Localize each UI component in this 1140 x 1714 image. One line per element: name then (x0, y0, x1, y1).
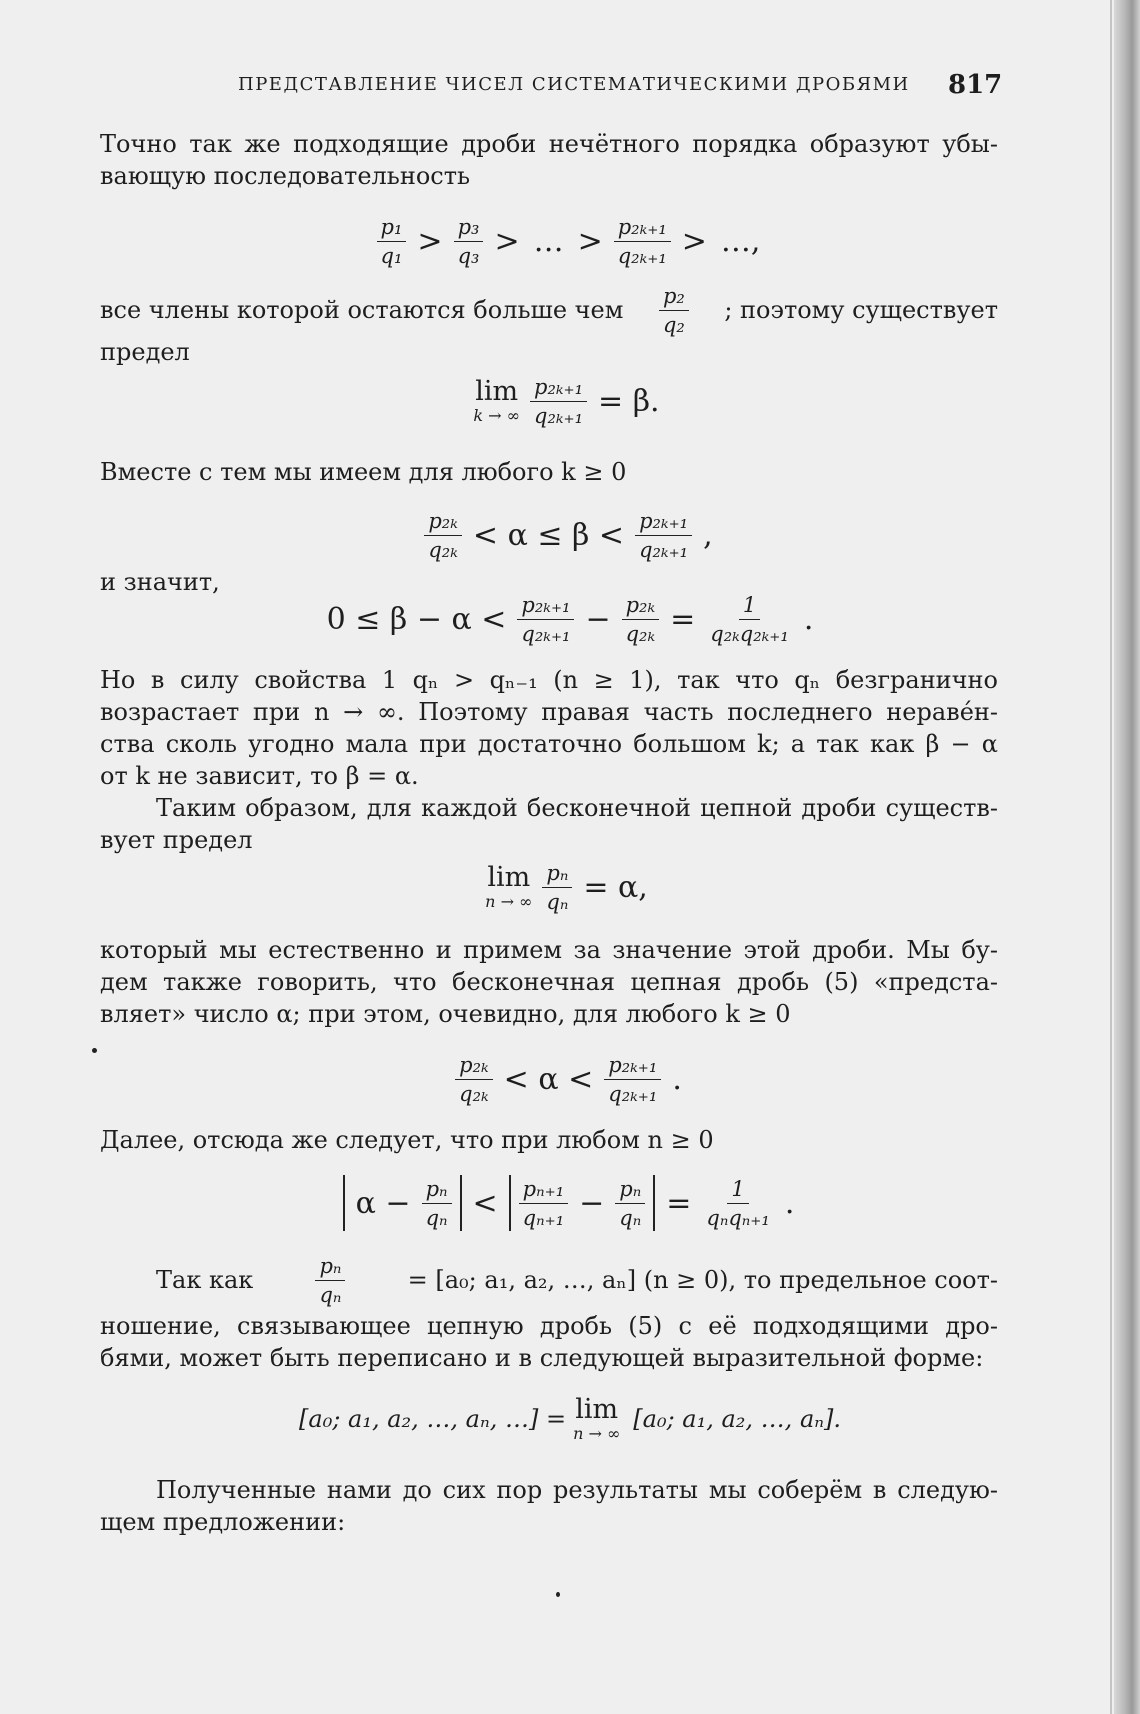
lim-label: lim (475, 376, 519, 407)
rhs: [a₀; a₁, a₂, …, aₙ]. (633, 1405, 841, 1433)
para10-line1: Полученные нами до сих пор результаты мы соберём в следую- (156, 1476, 998, 1504)
para2-text-after: ; поэтому существует (724, 296, 998, 324)
period: . (784, 1185, 795, 1221)
para1-line2: вающую последовательность (100, 162, 471, 190)
para8: Далее, отсюда же следует, что при любом n ≥ 0 (100, 1126, 714, 1154)
para7-line3: вляет» число α; при этом, очевидно, для любого k ≥ 0 (100, 1000, 791, 1028)
equation-alpha-beta-bounds (0, 502, 1140, 568)
numerator: pₙ (422, 1176, 452, 1204)
lhs: [a₀; a₁, a₂, …, aₙ, …] = (299, 1405, 567, 1433)
fraction (424, 508, 462, 563)
equals: = (666, 1185, 692, 1221)
numerator: p₂ₖ₊₁ (635, 508, 692, 536)
fraction (702, 1176, 773, 1231)
lim-subscript: n → ∞ (485, 892, 533, 911)
operator: > (417, 223, 443, 259)
fraction (615, 1176, 645, 1231)
abs-bar (509, 1175, 511, 1231)
period: . (803, 601, 814, 637)
minus: − (585, 601, 611, 637)
equals-beta: = β. (598, 383, 660, 419)
fraction (542, 860, 572, 915)
running-header: ПРЕДСТАВЛЕНИЕ ЧИСЕЛ СИСТЕМАТИЧЕСКИМИ ДРОБЯМИ (238, 74, 910, 95)
limit (473, 377, 520, 425)
inequality-chain: < α ≤ β < (472, 517, 625, 553)
abs-bar (460, 1175, 462, 1231)
denominator: qₙ (619, 1205, 642, 1230)
fraction (622, 592, 660, 647)
para6-line1: Таким образом, для каждой бесконечной цепной дроби существ- (156, 794, 998, 822)
fraction (614, 214, 671, 269)
para9-text-before: Так как (156, 1266, 254, 1294)
alpha-minus: α − (355, 1185, 411, 1221)
denominator: q₂ₖq₂ₖ₊₁ (710, 621, 789, 646)
denominator: q₂ (662, 312, 685, 337)
equals: = (670, 601, 696, 637)
numerator: p₁ (377, 214, 407, 242)
equation-alpha-bounds (0, 1046, 1140, 1112)
denominator: qₙ₊₁ (522, 1205, 565, 1230)
denominator: q₂ₖ (428, 537, 458, 562)
operator: > (577, 223, 603, 259)
abs-bar (653, 1175, 655, 1231)
para5-line4: от k не зависит, то β = α. (100, 762, 419, 790)
para3: Вместе с тем мы имеем для любого k ≥ 0 (100, 458, 627, 486)
fraction (454, 214, 484, 269)
denominator: q₂ₖ₊₁ (521, 621, 571, 646)
numerator: p₂ₖ (455, 1052, 493, 1080)
numerator: pₙ (615, 1176, 645, 1204)
equation-decreasing-sequence (0, 208, 1140, 274)
para7-line2: дем также говорить, что бесконечная цепная дробь (5) «предста- (100, 968, 998, 996)
numerator: p₂ₖ₊₁ (530, 374, 587, 402)
numerator: pₙ₊₁ (519, 1176, 568, 1204)
denominator: q₂ₖ₊₁ (617, 243, 667, 268)
lhs: 0 ≤ β − α < (326, 601, 507, 637)
operator: > (494, 223, 520, 259)
ellipsis-tail: …, (720, 223, 761, 259)
para5-line2: возрастает при n → ∞. Поэтому правая часть последнего нераве́н- (100, 698, 998, 726)
limit (485, 863, 532, 911)
denominator: qₙ (319, 1282, 342, 1307)
para10-line2: щем предложении: (100, 1508, 346, 1536)
numerator: pₙ (315, 1253, 345, 1281)
operator: > (681, 223, 707, 259)
fraction (422, 1176, 452, 1231)
fraction (659, 283, 689, 338)
numerator: p₂ₖ₊₁ (614, 214, 671, 242)
denominator: q₁ (380, 243, 403, 268)
para5-line1: Но в силу свойства 1 qₙ > qₙ₋₁ (n ≥ 1), так что qₙ безгранично (100, 666, 998, 694)
lim-label: lim (487, 862, 531, 893)
numerator: p₂ₖ₊₁ (604, 1052, 661, 1080)
fraction (455, 1052, 493, 1107)
numerator: pₙ (542, 860, 572, 888)
denominator: q₂ₖ (459, 1081, 489, 1106)
para6-line2: вует предел (100, 826, 253, 854)
inequality-chain: < α < (503, 1061, 594, 1097)
denominator: q₂ₖ (625, 621, 656, 646)
abs-bar (343, 1175, 345, 1231)
equation-limit-beta (0, 368, 1140, 434)
numerator: 1 (739, 592, 760, 620)
equation-difference-bound (0, 584, 1140, 654)
fraction (315, 1253, 345, 1308)
fraction (604, 1052, 661, 1107)
numerator: p₂ₖ (622, 592, 660, 620)
para2-line1 (100, 280, 998, 340)
comma: , (703, 517, 713, 553)
denominator: q₃ (457, 243, 480, 268)
lim-subscript: k → ∞ (473, 406, 520, 425)
para5-line3: ства сколь угодно мала при достаточно большом k; а так как β − α (100, 730, 998, 758)
ellipsis: … (533, 223, 564, 259)
period: . (672, 1061, 682, 1097)
lim-subscript: n → ∞ (573, 1424, 621, 1443)
denominator: q₂ₖ₊₁ (639, 537, 689, 562)
limit (573, 1395, 620, 1443)
lim-label: lim (575, 1394, 619, 1425)
minus: − (579, 1185, 605, 1221)
fraction (517, 592, 574, 647)
page-number: 817 (948, 70, 1003, 100)
numerator: p₂ (659, 283, 689, 311)
para9-line2: ношение, связывающее цепную дробь (5) с её подходящими дро- (100, 1312, 998, 1340)
fraction (530, 374, 587, 429)
fraction (377, 214, 407, 269)
para9-line1 (100, 1250, 998, 1310)
denominator: qₙqₙ₊₁ (706, 1205, 770, 1230)
numerator: p₂ₖ₊₁ (517, 592, 574, 620)
fraction (635, 508, 692, 563)
equals-alpha: = α, (583, 869, 648, 905)
numerator: p₃ (454, 214, 484, 242)
para4: и значит, (100, 568, 220, 596)
less-than: < (472, 1185, 498, 1221)
numerator: p₂ₖ (424, 508, 462, 536)
fraction (519, 1176, 568, 1231)
denominator: q₂ₖ₊₁ (608, 1081, 658, 1106)
fraction (706, 592, 793, 647)
equation-limit-alpha (0, 852, 1140, 922)
para7-line1: который мы естественно и примем за значение этой дроби. Мы бу- (100, 936, 998, 964)
denominator: q₂ₖ₊₁ (534, 403, 584, 428)
para9-line3: бями, может быть переписано и в следующей выразительной форме: (100, 1344, 984, 1372)
equation-error-bound (0, 1168, 1140, 1238)
equation-continued-fraction-limit (0, 1386, 1140, 1452)
numerator: 1 (727, 1176, 748, 1204)
para2-line2: предел (100, 338, 190, 366)
denominator: qₙ (546, 889, 569, 914)
ink-speck (556, 1592, 560, 1597)
para1-line1: Точно так же подходящие дроби нечётного порядка образуют убы- (100, 130, 998, 158)
denominator: qₙ (425, 1205, 448, 1230)
para9-text-after: = [a₀; a₁, a₂, …, aₙ] (n ≥ 0), то предельное соот- (407, 1266, 998, 1294)
para2-text-before: все члены которой остаются больше чем (100, 296, 624, 324)
